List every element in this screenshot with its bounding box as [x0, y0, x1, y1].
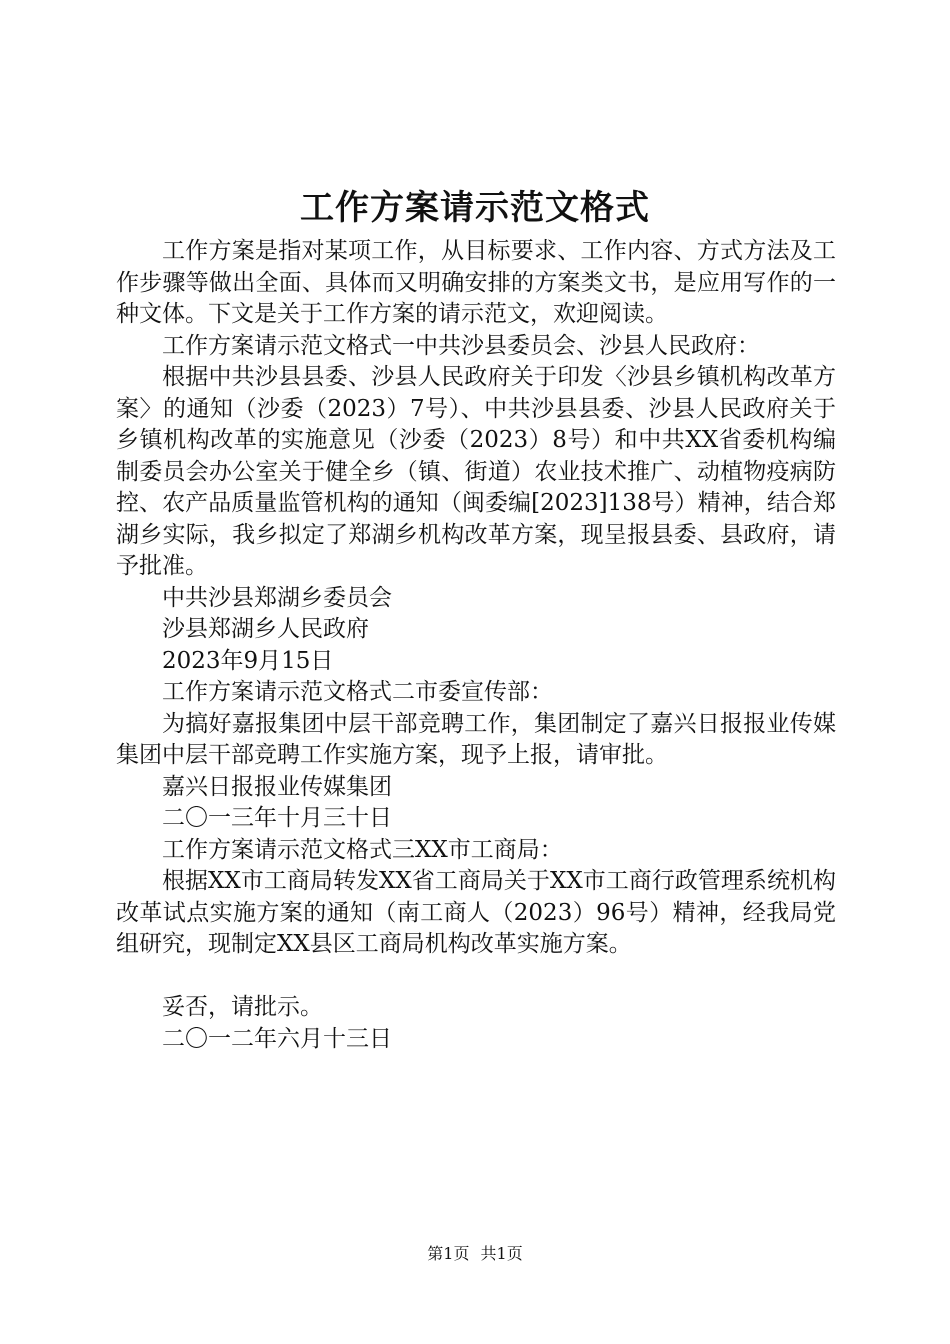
paragraph-example1-heading: 工作方案请示范文格式一中共沙县委员会、沙县人民政府：	[162, 332, 760, 359]
page-number: 第1页	[427, 1244, 470, 1263]
paragraph-example3-closing: 妥否，请批示。	[162, 994, 323, 1020]
paragraph-example1-signer1: 中共沙县郑湖乡委员会	[162, 584, 392, 611]
paragraph-example1-body: 根据中共沙县县委、沙县人民政府关于印发〈沙县乡镇机构改革方案〉的通知（沙委（2023）7号）、中共沙县县委、沙县人民政府关于乡镇机构改革的实施意见（沙委（2023）8号）和中共XX省委机构编制委员会办公室关于健全乡（镇、街道）农业技术推广、动植物疫病防控、农产品质量监管机构的通知（闽委编[2023]138号）精神，结合郑湖乡实际，我乡拟定了郑湖乡机构改革方案，现呈报县委、县政府，请予批准。	[116, 364, 836, 579]
paragraph-example2-date: 二〇一三年十月三十日	[162, 805, 392, 831]
paragraph-example1-signer2: 沙县郑湖乡人民政府	[162, 616, 369, 642]
page-title: 工作方案请示范文格式	[300, 188, 650, 228]
page-footer	[0, 1243, 950, 1265]
paragraph-example3-heading: 工作方案请示范文格式三XX市工商局：	[162, 836, 563, 863]
paragraph-example3-date: 二〇一二年六月十三日	[162, 1025, 392, 1052]
paragraph-example1-date: 2023年9月15日	[162, 647, 334, 674]
document-body	[116, 236, 836, 1055]
paragraph-example2-signer: 嘉兴日报报业传媒集团	[162, 773, 392, 800]
paragraph-example2-heading: 工作方案请示范文格式二市委宣传部：	[162, 679, 553, 705]
paragraph-example3-body: 根据XX市工商局转发XX省工商局关于XX市工商行政管理系统机构改革试点实施方案的通知（南工商人（2023）96号）精神，经我局党组研究，现制定XX县区工商局机构改革实施方案。	[116, 868, 836, 957]
page-total: 共1页	[480, 1244, 523, 1263]
paragraph-intro: 工作方案是指对某项工作，从目标要求、工作内容、方式方法及工作步骤等做出全面、具体而又明确安排的方案类文书，是应用写作的一种文体。下文是关于工作方案的请示范文，欢迎阅读。	[116, 238, 836, 327]
paragraph-example2-body: 为搞好嘉报集团中层干部竞聘工作，集团制定了嘉兴日报报业传媒集团中层干部竞聘工作实施方案，现予上报，请审批。	[116, 710, 836, 768]
